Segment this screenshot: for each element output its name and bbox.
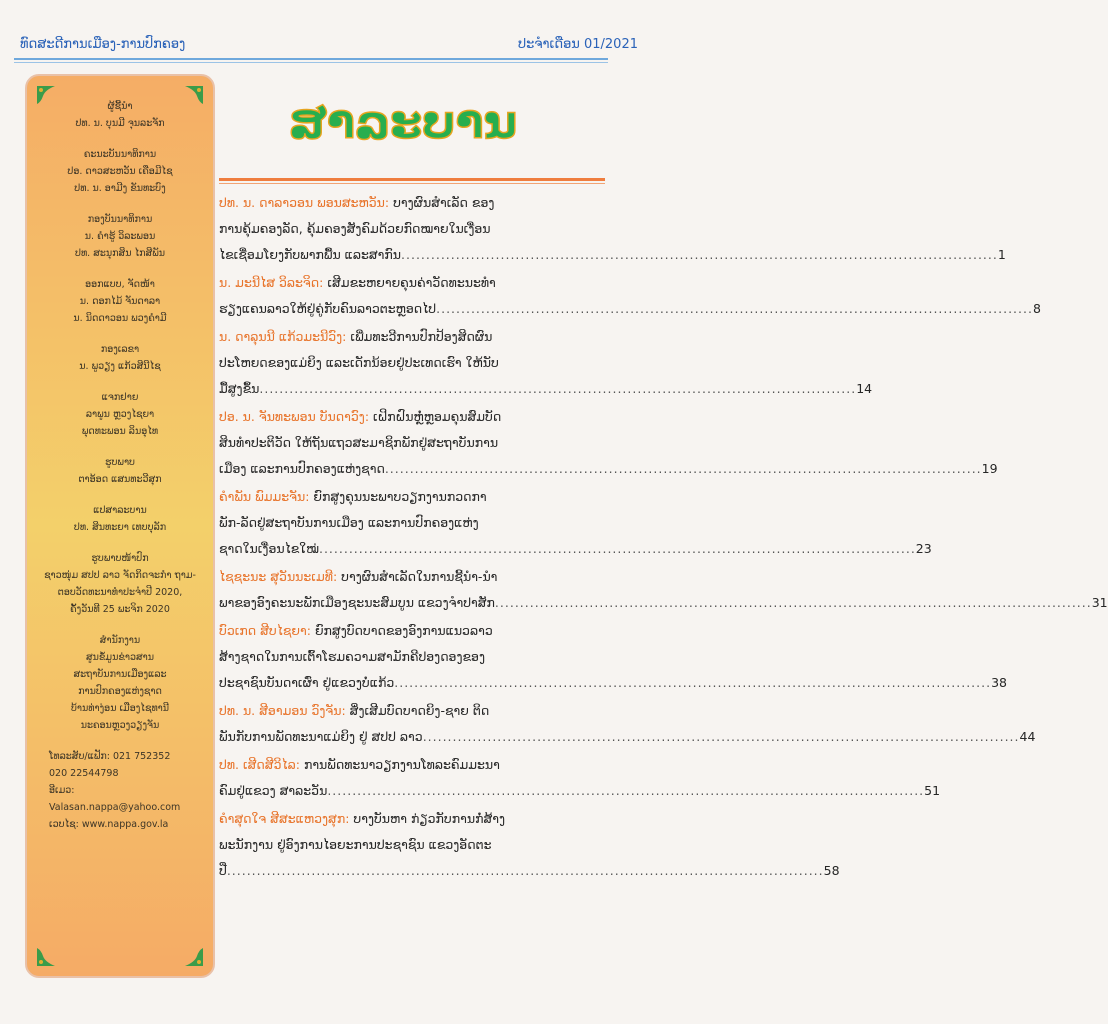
page-number: 58 <box>823 863 840 878</box>
contact-line: ໂທລະສັບ/ແຟັກ: 021 752352 <box>49 751 171 762</box>
credits-line: ນ. ຄຳຮູ້ ວິລະພອນ <box>84 231 156 242</box>
credits-line: ຮູບພາບໜ້າປົກ <box>91 553 149 564</box>
toc-entry[interactable] <box>219 618 1007 696</box>
credits-group <box>33 341 207 375</box>
toc-title-line: ການພັດທະນາວຽກງານໂທລະຄົມມະນາ <box>303 757 500 772</box>
magazine-name: ທົດສະດີການເມືອງ-ການປົກຄອງ <box>20 37 186 52</box>
toc-title-line: ເຝິກຝົນຫຼໍ່ຫຼອມຄຸນສົມບັດ <box>373 409 502 424</box>
credits-list <box>33 98 207 847</box>
toc-title-line: ພາຂອງອົງຄະນະພັກເມືອງຊະນະສົມບູນ ແຂວງຈຳປາສັກ <box>219 595 495 610</box>
header-divider <box>14 58 608 60</box>
credits-line: ແຈກຢາຍ <box>101 392 139 403</box>
credits-line: ກອງເລຂາ <box>100 344 140 355</box>
toc-entry[interactable] <box>219 324 873 402</box>
credits-line: ແປສາລະບານ <box>93 505 147 516</box>
toc-entry[interactable] <box>219 698 1036 750</box>
ornament-icon <box>183 946 205 968</box>
toc-title-line: ຄົມຢູ່ແຂວງ ສາລະວັນ <box>219 783 328 798</box>
credits-line: ຕາອ້ອດ ແສນທະວີສຸກ <box>78 474 162 485</box>
toc-title-line: ເສີມຂະຫຍາຍຄຸນຄ່າວັດທະນະທຳ <box>327 275 496 290</box>
toc-author: ນ. ດາລຸນນີ ແກ້ວມະນີວົງ: <box>219 329 351 344</box>
toc-title-line: ສ້າງຊາດໃນການເຕົ້າໂຮມຄວາມສາມັກຄີປອງດອງຂອງ <box>219 649 485 664</box>
credits-sidebar <box>25 74 215 978</box>
contact-line: 020 22544798 <box>49 768 119 779</box>
credits-line: ຄັ້ງວັນທີ 25 ພະຈິກ 2020 <box>70 604 170 615</box>
credits-line: ປທ. ສະນຸກສິນ ໄກສີພັນ <box>75 248 165 259</box>
credits-line: ຊາວໜຸ່ມ ສປປ ລາວ ຈັດກິດຈະກຳ ຖາມ- <box>44 570 196 581</box>
ornament-icon <box>35 946 57 968</box>
toc-author: ບົວເກດ ສີບໄຊຍາ: <box>219 623 315 638</box>
toc-title-line: ເພີ່ມທະວີການປົກປ້ອງສິດຜົນ <box>350 329 493 344</box>
credits-group <box>33 276 207 327</box>
toc-entry[interactable] <box>219 564 1108 616</box>
dot-leader: ........................................................................................................................ <box>401 247 998 262</box>
page-number: 51 <box>924 783 941 798</box>
credits-line: ອອກແບບ, ຈັດໜ້າ <box>85 279 155 290</box>
dot-leader: ........................................................................................................................ <box>384 461 982 476</box>
title-divider <box>219 178 605 184</box>
credits-line: ສູນຂໍ້ມູນຂ່າວສານ <box>85 652 155 663</box>
page-number: 1 <box>997 247 1006 262</box>
page-number: 31 <box>1091 595 1108 610</box>
contact-line: Valasan.nappa@yahoo.com <box>49 802 181 813</box>
credits-line: ນະຄອນຫຼວງວຽງຈັນ <box>80 720 160 731</box>
credits-group <box>33 98 207 132</box>
credits-group <box>33 389 207 440</box>
toc-title-line: ຍົກສູງຄຸນນະພາບວຽກງານກວດກາ <box>313 489 487 504</box>
toc-title-line: ສິ່ງເສີມບົດບາດຍິງ-ຊາຍ ຕິດ <box>349 703 490 718</box>
toc-entry[interactable] <box>219 752 941 804</box>
credits-line: ຕອບວັດທະນາທຳປະຈຳປີ 2020, <box>57 587 183 598</box>
toc-title-line: ບາງຜົນສຳເລັດ ຂອງ <box>393 195 495 210</box>
toc-title-line: ພັນກັບການພັດທະນາແມ່ຍິງ ຢູ່ ສປປ ລາວ <box>219 729 423 744</box>
credits-line: ບ້ານທ່າງ່ອນ ເມືອງໄຊທານີ <box>70 703 170 714</box>
dot-leader: ........................................................................................................................ <box>436 301 1033 316</box>
page-header <box>0 0 668 70</box>
credits-line: ນ. ພູວຽງ ແກ້ວສີນີໄຊ <box>79 361 161 372</box>
dot-leader: ........................................................................................................................ <box>259 381 857 396</box>
toc-title-line: ພະນັກງານ ຢູ່ອົງການໄອຍະການປະຊາຊົນ ແຂວງອັດຕະ <box>219 837 492 852</box>
toc-entry[interactable] <box>219 270 1041 322</box>
dot-leader: ........................................................................................................................ <box>422 729 1020 744</box>
page-number: 8 <box>1032 301 1041 316</box>
toc-title-line: ຊາດໃນເງື່ອນໄຂໃໝ່ <box>219 541 319 556</box>
toc-author: ປອ. ນ. ຈັນທະພອນ ບັນດາວົງ: <box>219 409 373 424</box>
page-number: 14 <box>856 381 873 396</box>
toc-entry[interactable] <box>219 806 840 884</box>
credits-line: ນ. ດອກໄມ້ ຈັນດາລາ <box>79 296 161 307</box>
toc-title-line: ບາງຜົນສຳເລັດໃນການຊີ້ນຳ-ນຳ <box>341 569 498 584</box>
toc-title-line: ພັກ-ລັດຢູ່ສະຖາບັນການເມືອງ ແລະການປົກຄອງແຫ່ງ <box>219 515 479 530</box>
credits-line: ກອງບັນນາທິການ <box>87 214 153 225</box>
toc-title-line: ບາງບັນຫາ ກ່ຽວກັບການກໍ່ສ້າງ <box>353 811 506 826</box>
credits-line: ສຳນັກງານ <box>99 635 141 646</box>
credits-line: ການປົກຄອງແຫ່ງຊາດ <box>78 686 162 697</box>
dot-leader: ........................................................................................................................ <box>226 863 824 878</box>
credits-line: ລາພູນ ຫຼວງໄຊຍາ <box>85 409 155 420</box>
toc-title-line: ໄຂເຊື່ອມໂຍງກັບພາກພື້ນ ແລະສາກົນ <box>219 247 402 262</box>
credits-group <box>33 454 207 488</box>
toc-entry[interactable] <box>219 404 998 482</box>
dot-leader: ........................................................................................................................ <box>318 541 916 556</box>
credits-line: ປທ. ສິນທະຍາ ເທບບຸລັກ <box>73 522 167 533</box>
toc-author: ນ. ມະນີໄສ ວິລະຈິດ: <box>219 275 328 290</box>
svg-text:ສາລະບານ: ສາລະບານ <box>288 95 518 149</box>
toc-author: ປທ. ນ. ສີອາມອນ ວົງຈັນ: <box>219 703 350 718</box>
credits-group <box>33 632 207 734</box>
table-of-contents <box>219 190 1108 886</box>
toc-title-line: ປະຊາຊົນບັນດາເຜົ່າ ຢູ່ແຂວງບໍ່ແກ້ວ <box>219 675 395 690</box>
credits-line: ຄະນະບັນນາທິການ <box>83 149 157 160</box>
credits-group <box>33 550 207 618</box>
toc-title-line: ຮຽງແຄນລາວໃຫ້ຢູ່ຄູ່ກັບຄົນລາວຕະຫຼອດໄປ <box>219 301 437 316</box>
credits-line: ປທ. ນ. ອາມີງ ຂັນທະບົງ <box>74 183 166 194</box>
toc-author: ໄຊຊະນະ ສຸວັນນະເມທີ: <box>219 569 342 584</box>
toc-entry[interactable] <box>219 190 1006 268</box>
header-divider-thin <box>14 62 608 63</box>
toc-entry[interactable] <box>219 484 932 562</box>
page-number: 38 <box>991 675 1007 690</box>
dot-leader: ........................................................................................................................ <box>394 675 992 690</box>
credits-group <box>33 502 207 536</box>
issue-label: ປະຈຳເດືອນ 01/2021 <box>517 37 638 52</box>
toc-title-line: ມື້ສູງຂຶ້ນ <box>219 381 260 396</box>
toc-author: ປທ. ເສີດສີວິໄລ: <box>219 757 304 772</box>
toc-title-line: ຍົກສູງບົດບາດຂອງອົງການແນວລາວ <box>314 623 493 638</box>
toc-title-line: ການຄຸ້ມຄອງລັດ, ຄຸ້ມຄອງສັງຄົມດ້ວຍກົດໝາຍໃນເງື່ອນ <box>219 221 491 236</box>
contact-info <box>33 748 207 833</box>
credits-line: ຜູ້ຊີ້ນຳ <box>107 101 133 112</box>
page-number: 23 <box>915 541 932 556</box>
credits-line: ປອ. ດາວສະຫວັນ ເຄືອມີໄຊ <box>67 166 173 177</box>
toc-author: ຄຳສຸດໃຈ ສີສະແຫວງສຸກ: <box>219 811 354 826</box>
toc-author: ຄຳພັນ ພົມມະຈັນ: <box>219 489 314 504</box>
credits-group <box>33 211 207 262</box>
dot-leader: ........................................................................................................................ <box>327 783 925 798</box>
contact-line: ອີເມວ: <box>49 785 75 796</box>
toc-title-line: ເມືອງ ແລະການປົກຄອງແຫ່ງຊາດ <box>219 461 385 476</box>
page-title <box>278 90 528 150</box>
credits-line: ພຸດທະພອນ ລິນອຸໄທ <box>81 426 159 437</box>
toc-author: ປທ. ນ. ດາລາວອນ ພອນສະຫວັນ: <box>219 195 394 210</box>
toc-title-line: ປື <box>219 863 227 878</box>
page-number: 19 <box>981 461 998 476</box>
credits-line: ຮູບພາບ <box>104 457 135 468</box>
toc-title-line: ປະໂຫຍດຂອງແມ່ຍິງ ແລະເດັກນ້ອຍຢູ່ປະເທດເຮົາ ໃຫ້ນັບ <box>219 355 499 370</box>
page-number: 44 <box>1019 729 1036 744</box>
credits-line: ປທ. ນ. ບຸນມີ ຈຸນລະຈັກ <box>75 118 165 129</box>
contact-line: ເວບໄຊ: www.nappa.gov.la <box>49 819 169 830</box>
toc-title-line: ສິນທຳປະຕິວັດ ໃຫ້ຖັນແຖວສະມາຊິກພັກຢູ່ສະຖາບັນການ <box>219 435 499 450</box>
dot-leader: ........................................................................................................................ <box>494 595 1092 610</box>
credits-line: ສະຖາບັນການເມືອງແລະ <box>73 669 167 680</box>
credits-line: ນ. ນິດດາວອນ ພວງຄຳມີ <box>73 313 167 324</box>
credits-group <box>33 146 207 197</box>
